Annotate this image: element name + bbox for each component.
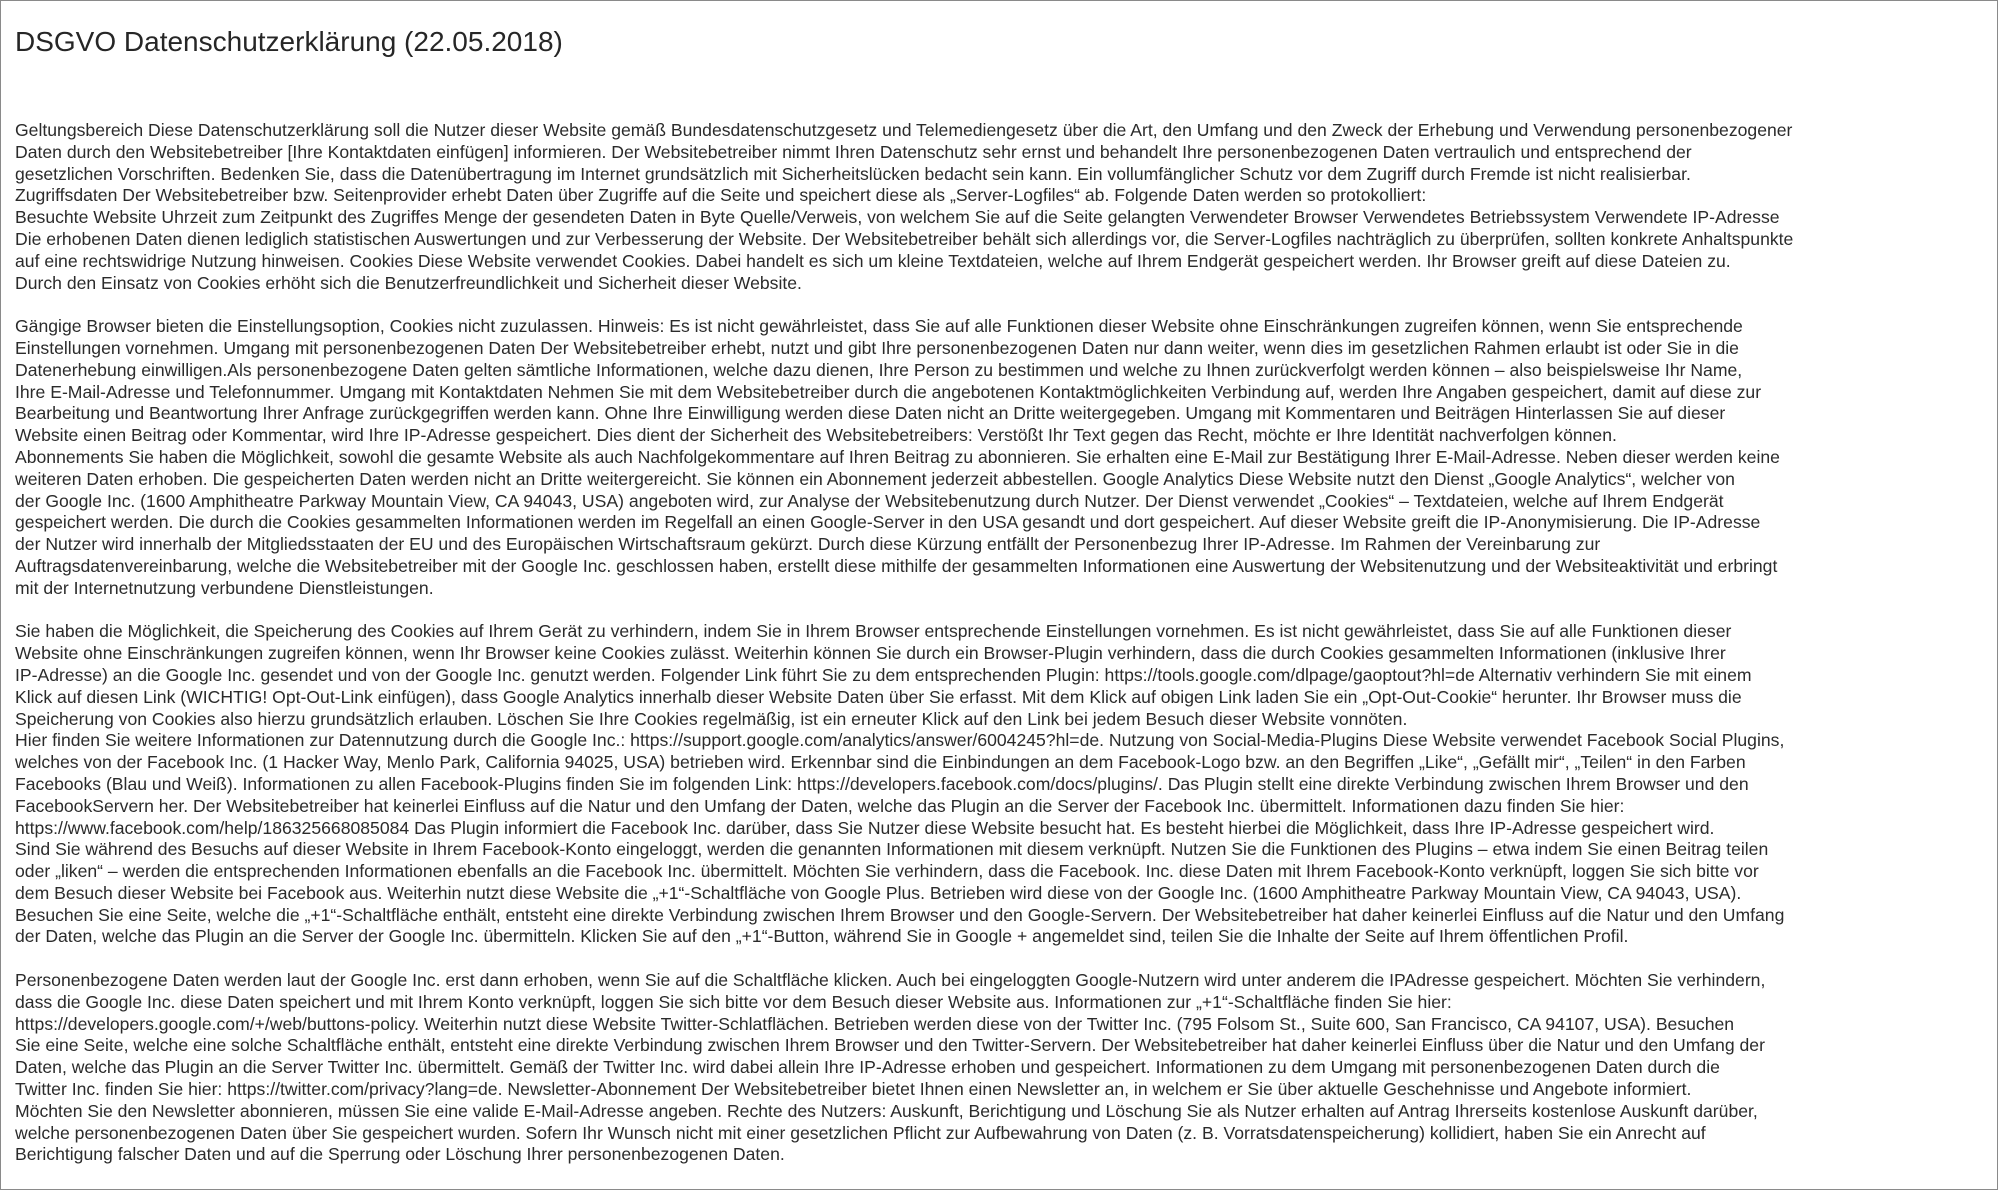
- paragraph-optout-and-social-plugins: Sie haben die Möglichkeit, die Speicherung des Cookies auf Ihrem Gerät zu verhindern, indem Sie in Ihrem Browser entsprechende Einstellungen vornehmen. Es ist nicht gewährleistet, dass Sie auf alle Funktionen dieser Website ohne Einschränkungen zugreifen können, wenn Ihr Browser keine Cookies zulässt. Weiterhin können Sie durch ein Browser-Plugin verhindern, dass die durch Cookies gesammelten Informationen (inklusive Ihrer IP-Adresse) an die Google Inc. gesendet und von der Google Inc. genutzt werden. Folgender Link führt Sie zu dem entsprechenden Plugin: https://tools.google.com/dlpage/gaoptout?hl=de Alternativ verhindern Sie mit einem Klick auf diesen Link (WICHTIG! Opt-Out-Link einfügen), dass Google Analytics innerhalb dieser Website Daten über Sie erfasst. Mit dem Klick auf obigen Link laden Sie ein „Opt-Out-Cookie“ herunter. Ihr Browser muss die Speicherung von Cookies also hierzu grundsätzlich erlauben. Löschen Sie Ihre Cookies regelmäßig, ist ein erneuter Klick auf den Link bei jedem Besuch dieser Website vonnöten. Hier finden Sie weitere Informationen zur Datennutzung durch die Google Inc.: https://support.google.com/analytics/answer/6004245?hl=de. Nutzung von Social-Media-Plugins Diese Website verwendet Facebook Social Plugins, welches von der Facebook Inc. (1 Hacker Way, Menlo Park, California 94025, USA) betrieben wird. Erkennbar sind die Einbindungen an dem Facebook-Logo bzw. an den Begriffen „Like“, „Gefällt mir“, „Teilen“ in den Farben Facebooks (Blau und Weiß). Informationen zu allen Facebook-Plugins finden Sie im folgenden Link: https://developers.facebook.com/docs/plugins/. Das Plugin stellt eine direkte Verbindung zwischen Ihrem Browser und den FacebookServern her. Der Websitebetreiber hat keinerlei Einfluss auf die Natur und den Umfang der Daten, welche das Plugin an die Server der Facebook Inc. übermittelt. Informationen dazu finden Sie hier: https://www.facebook.com/help/186325668085084 Das Plugin informiert die Facebook Inc. darüber, dass Sie Nutzer diese Website besucht hat. Es besteht hierbei die Möglichkeit, dass Ihre IP-Adresse gespeichert wird. Sind Sie während des Besuchs auf dieser Website in Ihrem Facebook-Konto eingeloggt, werden die genannten Informationen mit diesem verknüpft. Nutzen Sie die Funktionen des Plugins – etwa indem Sie einen Beitrag teilen oder „liken“ – werden die entsprechenden Informationen ebenfalls an die Facebook Inc. übermittelt. Möchten Sie verhindern, dass die Facebook. Inc. diese Daten mit Ihrem Facebook-Konto verknüpft, loggen Sie sich bitte vor dem Besuch dieser Website bei Facebook aus. Weiterhin nutzt diese Website die „+1“-Schaltfläche von Google Plus. Betrieben wird diese von der Google Inc. (1600 Amphitheatre Parkway Mountain View, CA 94043, USA). Besuchen Sie eine Seite, welche die „+1“-Schaltfläche enthält, entsteht eine direkte Verbindung zwischen Ihrem Browser und den Google-Servern. Der Websitebetreiber hat daher keinerlei Einfluss auf die Natur und den Umfang der Daten, welche das Plugin an die Server der Google Inc. übermitteln. Klicken Sie auf den „+1“-Button, während Sie in Google + angemeldet sind, teilen Sie die Inhalte der Seite auf Ihrem öffentlichen Profil.: [15, 621, 1785, 947]
- paragraph-twitter-and-user-rights: Personenbezogene Daten werden laut der Google Inc. erst dann erhoben, wenn Sie auf die Schaltfläche klicken. Auch bei eingeloggten Google-Nutzern wird unter anderem die IPAdresse gespeichert. Möchten Sie verhindern, dass die Google Inc. diese Daten speichert und mit Ihrem Konto verknüpft, loggen Sie sich bitte vor dem Besuch dieser Website aus. Informationen zur „+1“-Schaltfläche finden Sie hier: https://developers.google.com/+/web/buttons-policy. Weiterhin nutzt diese Website Twitter-Schlatflächen. Betrieben werden diese von der Twitter Inc. (795 Folsom St., Suite 600, San Francisco, CA 94107, USA). Besuchen Sie eine Seite, welche eine solche Schaltfläche enthält, entsteht eine direkte Verbindung zwischen Ihrem Browser und den Twitter-Servern. Der Websitebetreiber hat daher keinerlei Einfluss über die Natur und den Umfang der Daten, welche das Plugin an die Server Twitter Inc. übermittelt. Gemäß der Twitter Inc. wird dabei allein Ihre IP-Adresse erhoben und gespeichert. Informationen zu dem Umgang mit personenbezogenen Daten durch die Twitter Inc. finden Sie hier: https://twitter.com/privacy?lang=de. Newsletter-Abonnement Der Websitebetreiber bietet Ihnen einen Newsletter an, in welchem er Sie über aktuelle Geschehnisse und Angebote informiert. Möchten Sie den Newsletter abonnieren, müssen Sie eine valide E-Mail-Adresse angeben. Rechte des Nutzers: Auskunft, Berichtigung und Löschung Sie als Nutzer erhalten auf Antrag Ihrerseits kostenlose Auskunft darüber, welche personenbezogenen Daten über Sie gespeichert wurden. Sofern Ihr Wunsch nicht mit einer gesetzlichen Pflicht zur Aufbewahrung von Daten (z. B. Vorratsdatenspeicherung) kollidiert, haben Sie ein Anrecht auf Berichtigung falscher Daten und auf die Sperrung oder Löschung Ihrer personenbezogenen Daten.: [15, 970, 1766, 1165]
- page-title: DSGVO Datenschutzerklärung (22.05.2018): [15, 26, 563, 57]
- paragraph-scope-and-cookies: Geltungsbereich Diese Datenschutzerklärung soll die Nutzer dieser Website gemäß Bundesdatenschutzgesetz und Telemediengesetz über die Art, den Umfang und den Zweck der Erhebung und Verwendung personenbezogener Daten durch den Websitebetreiber [Ihre Kontaktdaten einfügen] informieren. Der Websitebetreiber nimmt Ihren Datenschutz sehr ernst und behandelt Ihre personenbezogenen Daten vertraulich und entsprechend der gesetzlichen Vorschriften. Bedenken Sie, dass die Datenübertragung im Internet grundsätzlich mit Sicherheitslücken bedacht sein kann. Ein vollumfänglicher Schutz vor dem Zugriff durch Fremde ist nicht realisierbar. Zugriffsdaten Der Websitebetreiber bzw. Seitenprovider erhebt Daten über Zugriffe auf die Seite und speichert diese als „Server-Logfiles“ ab. Folgende Daten werden so protokolliert: Besuchte Website Uhrzeit zum Zeitpunkt des Zugriffes Menge der gesendeten Daten in Byte Quelle/Verweis, von welchem Sie auf die Seite gelangten Verwendeter Browser Verwendetes Betriebssystem Verwendete IP-Adresse Die erhobenen Daten dienen lediglich statistischen Auswertungen und zur Verbesserung der Website. Der Websitebetreiber behält sich allerdings vor, die Server-Logfiles nachträglich zu überprüfen, sollten konkrete Anhaltspunkte auf eine rechtswidrige Nutzung hinweisen. Cookies Diese Website verwendet Cookies. Dabei handelt es sich um kleine Textdateien, welche auf Ihrem Endgerät gespeichert werden. Ihr Browser greift auf diese Dateien zu. Durch den Einsatz von Cookies erhöht sich die Benutzerfreundlichkeit und Sicherheit dieser Website.: [15, 120, 1794, 293]
- document: [15, 22, 1990, 1188]
- paragraph-browser-and-analytics: Gängige Browser bieten die Einstellungsoption, Cookies nicht zuzulassen. Hinweis: Es ist nicht gewährleistet, dass Sie auf alle Funktionen dieser Website ohne Einschränkungen zugreifen können, wenn Sie entsprechende Einstellungen vornehmen. Umgang mit personenbezogenen Daten Der Websitebetreiber erhebt, nutzt und gibt Ihre personenbezogenen Daten nur dann weiter, wenn dies im gesetzlichen Rahmen erlaubt ist oder Sie in die Datenerhebung einwilligen.Als personenbezogene Daten gelten sämtliche Informationen, welche dazu dienen, Ihre Person zu bestimmen und welche zu Ihnen zurückverfolgt werden können – also beispielsweise Ihr Name, Ihre E-Mail-Adresse und Telefonnummer. Umgang mit Kontaktdaten Nehmen Sie mit dem Websitebetreiber durch die angebotenen Kontaktmöglichkeiten Verbindung auf, werden Ihre Angaben gespeichert, damit auf diese zur Bearbeitung und Beantwortung Ihrer Anfrage zurückgegriffen werden kann. Ohne Ihre Einwilligung werden diese Daten nicht an Dritte weitergegeben. Umgang mit Kommentaren und Beiträgen Hinterlassen Sie auf dieser Website einen Beitrag oder Kommentar, wird Ihre IP-Adresse gespeichert. Dies dient der Sicherheit des Websitebetreibers: Verstößt Ihr Text gegen das Recht, möchte er Ihre Identität nachverfolgen können. Abonnements Sie haben die Möglichkeit, sowohl die gesamte Website als auch Nachfolgekommentare auf Ihren Beitrag zu abonnieren. Sie erhalten eine E-Mail zur Bestätigung Ihrer E-Mail-Adresse. Neben dieser werden keine weiteren Daten erhoben. Die gespeicherten Daten werden nicht an Dritte weitergereicht. Sie können ein Abonnement jederzeit abbestellen. Google Analytics Diese Website nutzt den Dienst „Google Analytics“, welcher von der Google Inc. (1600 Amphitheatre Parkway Mountain View, CA 94043, USA) angeboten wird, zur Analyse der Websitebenutzung durch Nutzer. Der Dienst verwendet „Cookies“ – Textdateien, welche auf Ihrem Endgerät gespeichert werden. Die durch die Cookies gesammelten Informationen werden im Regelfall an einen Google-Server in den USA gesandt und dort gespeichert. Auf dieser Website greift die IP-Anonymisierung. Die IP-Adresse der Nutzer wird innerhalb der Mitgliedsstaaten der EU und des Europäischen Wirtschaftsraum gekürzt. Durch diese Kürzung entfällt der Personenbezug Ihrer IP-Adresse. Im Rahmen der Vereinbarung zur Auftragsdatenvereinbarung, welche die Websitebetreiber mit der Google Inc. geschlossen haben, erstellt diese mithilfe der gesammelten Informationen eine Auswertung der Websitenutzung und der Websiteaktivität und erbringt mit der Internetnutzung verbundene Dienstleistungen.: [15, 316, 1780, 598]
